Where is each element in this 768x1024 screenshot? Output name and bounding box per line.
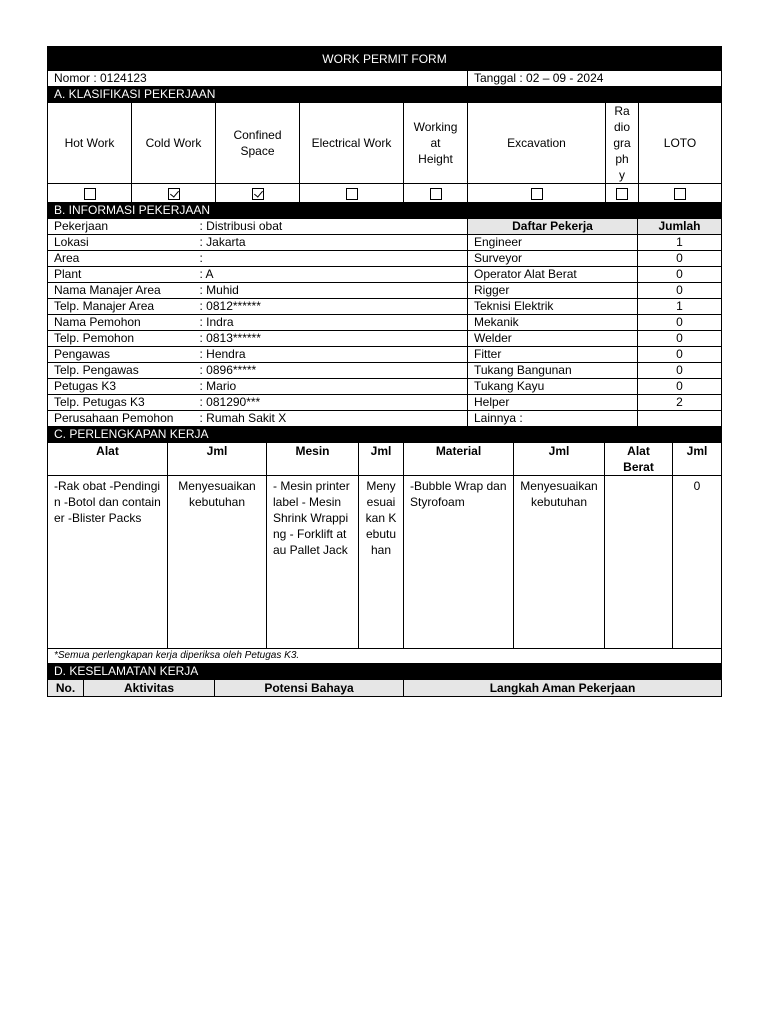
info-row: [48, 347, 722, 363]
checkbox[interactable]: [616, 188, 628, 200]
work-type-label: Confined Space: [216, 103, 300, 184]
checkbox[interactable]: [430, 188, 442, 200]
safety-header: Potensi Bahaya: [215, 680, 404, 697]
info-value[interactable]: : Mario: [194, 379, 468, 395]
equipment-cell[interactable]: [605, 476, 673, 649]
info-value[interactable]: : 081290***: [194, 395, 468, 411]
section-b-title: B. INFORMASI PEKERJAAN: [48, 203, 722, 219]
info-label: Nama Manajer Area: [48, 283, 194, 299]
equipment-cell[interactable]: Menyesuaikan Kebutuhan: [359, 476, 404, 649]
worker-count[interactable]: 0: [638, 331, 722, 347]
info-value[interactable]: : 0896*****: [194, 363, 468, 379]
work-type-checkbox-cell: [216, 184, 300, 203]
equipment-header: Mesin: [267, 443, 359, 476]
worker-role: Helper: [468, 395, 638, 411]
work-type-label: Cold Work: [132, 103, 216, 184]
work-type-checkbox-cell: [48, 184, 132, 203]
work-type-checkbox-cell: [468, 184, 606, 203]
work-type-label: Hot Work: [48, 103, 132, 184]
form-header-table: [47, 46, 722, 87]
equipment-header: Alat: [48, 443, 168, 476]
worker-count[interactable]: 0: [638, 267, 722, 283]
equipment-cell[interactable]: Menyesuaikan kebutuhan: [168, 476, 267, 649]
work-type-checkbox-cell: [300, 184, 404, 203]
worker-count[interactable]: 0: [638, 315, 722, 331]
work-permit-form: [47, 46, 721, 697]
info-row: [48, 267, 722, 283]
info-label: Lokasi: [48, 235, 194, 251]
info-row: [48, 315, 722, 331]
info-row: [48, 331, 722, 347]
worker-role: Tukang Kayu: [468, 379, 638, 395]
worker-count[interactable]: [638, 411, 722, 427]
info-label: Perusahaan Pemohon: [48, 411, 194, 427]
info-row: [48, 283, 722, 299]
info-value[interactable]: : Jakarta: [194, 235, 468, 251]
safety-header: No.: [48, 680, 84, 697]
info-label: Area: [48, 251, 194, 267]
work-type-label: LOTO: [639, 103, 722, 184]
worker-count[interactable]: 0: [638, 251, 722, 267]
info-label: Telp. Manajer Area: [48, 299, 194, 315]
equipment-header: Jml: [514, 443, 605, 476]
worker-role: Lainnya :: [468, 411, 638, 427]
count-header: Jumlah: [638, 219, 722, 235]
work-type-label: Electrical Work: [300, 103, 404, 184]
equipment-note: *Semua perlengkapan kerja diperiksa oleh Petugas K3.: [48, 649, 722, 664]
info-label: Pengawas: [48, 347, 194, 363]
work-type-label: Working at Height: [404, 103, 468, 184]
section-d-title: D. KESELAMATAN KERJA: [48, 664, 722, 680]
worker-role: Operator Alat Berat: [468, 267, 638, 283]
worker-role: Welder: [468, 331, 638, 347]
checkbox[interactable]: [531, 188, 543, 200]
section-c-title: C. PERLENGKAPAN KERJA: [48, 427, 722, 443]
worker-role: Surveyor: [468, 251, 638, 267]
equipment-header: Alat Berat: [605, 443, 673, 476]
info-row: [48, 395, 722, 411]
equipment-header: Jml: [359, 443, 404, 476]
info-value[interactable]: :: [194, 251, 468, 267]
worker-role: Engineer: [468, 235, 638, 251]
info-label: Telp. Pemohon: [48, 331, 194, 347]
info-row: [48, 299, 722, 315]
info-value[interactable]: : Distribusi obat: [194, 219, 468, 235]
section-d-table: [47, 663, 722, 697]
worker-count[interactable]: 1: [638, 235, 722, 251]
info-value[interactable]: : Indra: [194, 315, 468, 331]
info-value[interactable]: : 0812******: [194, 299, 468, 315]
worker-count[interactable]: 0: [638, 347, 722, 363]
info-label: Petugas K3: [48, 379, 194, 395]
checked-checkbox[interactable]: [168, 188, 180, 200]
form-title: WORK PERMIT FORM: [48, 47, 722, 71]
nomor-field[interactable]: Nomor : 0124123: [48, 71, 468, 87]
work-type-checkbox-cell: [404, 184, 468, 203]
worker-count[interactable]: 0: [638, 379, 722, 395]
info-row: [48, 235, 722, 251]
section-b-table: [47, 202, 722, 427]
safety-header: Aktivitas: [84, 680, 215, 697]
info-row: [48, 379, 722, 395]
worker-count[interactable]: 0: [638, 283, 722, 299]
info-value[interactable]: : Rumah Sakit X: [194, 411, 468, 427]
equipment-cell[interactable]: Menyesuaikan kebutuhan: [514, 476, 605, 649]
info-row: [48, 219, 722, 235]
worker-role: Fitter: [468, 347, 638, 363]
work-type-label: Excavation: [468, 103, 606, 184]
worker-count[interactable]: 2: [638, 395, 722, 411]
info-label: Telp. Petugas K3: [48, 395, 194, 411]
info-value[interactable]: : A: [194, 267, 468, 283]
info-row: [48, 411, 722, 427]
checkbox[interactable]: [84, 188, 96, 200]
equipment-cell[interactable]: - Mesin printer label - Mesin Shrink Wrapping - Forklift atau Pallet Jack: [267, 476, 359, 649]
equipment-cell[interactable]: -Bubble Wrap dan Styrofoam: [404, 476, 514, 649]
worker-role: Mekanik: [468, 315, 638, 331]
info-label: Nama Pemohon: [48, 315, 194, 331]
worker-count[interactable]: 1: [638, 299, 722, 315]
checkbox[interactable]: [346, 188, 358, 200]
info-label: Telp. Pengawas: [48, 363, 194, 379]
info-row: [48, 251, 722, 267]
info-label: Plant: [48, 267, 194, 283]
info-value[interactable]: : 0813******: [194, 331, 468, 347]
work-type-checkbox-cell: [132, 184, 216, 203]
info-row: [48, 363, 722, 379]
equipment-header: Jml: [673, 443, 722, 476]
equipment-cell[interactable]: 0: [673, 476, 722, 649]
worker-count[interactable]: 0: [638, 363, 722, 379]
work-type-checkbox-cell: [606, 184, 639, 203]
worker-role: Tukang Bangunan: [468, 363, 638, 379]
work-type-checkbox-cell: [639, 184, 722, 203]
section-a-table: [47, 86, 722, 203]
worker-role: Rigger: [468, 283, 638, 299]
safety-header: Langkah Aman Pekerjaan: [404, 680, 722, 697]
equipment-cell[interactable]: -Rak obat -Pendingin -Botol dan container -Blister Packs: [48, 476, 168, 649]
tanggal-field[interactable]: Tanggal : 02 – 09 - 2024: [468, 71, 722, 87]
info-label: Pekerjaan: [48, 219, 194, 235]
checkbox[interactable]: [674, 188, 686, 200]
section-c-table: [47, 426, 722, 664]
equipment-header: Material: [404, 443, 514, 476]
worker-role: Teknisi Elektrik: [468, 299, 638, 315]
info-value[interactable]: : Muhid: [194, 283, 468, 299]
checked-checkbox[interactable]: [252, 188, 264, 200]
equipment-header: Jml: [168, 443, 267, 476]
info-value[interactable]: : Hendra: [194, 347, 468, 363]
work-type-label: Ra dio gra ph y: [606, 103, 639, 184]
workers-header: Daftar Pekerja: [468, 219, 638, 235]
section-a-title: A. KLASIFIKASI PEKERJAAN: [48, 87, 722, 103]
